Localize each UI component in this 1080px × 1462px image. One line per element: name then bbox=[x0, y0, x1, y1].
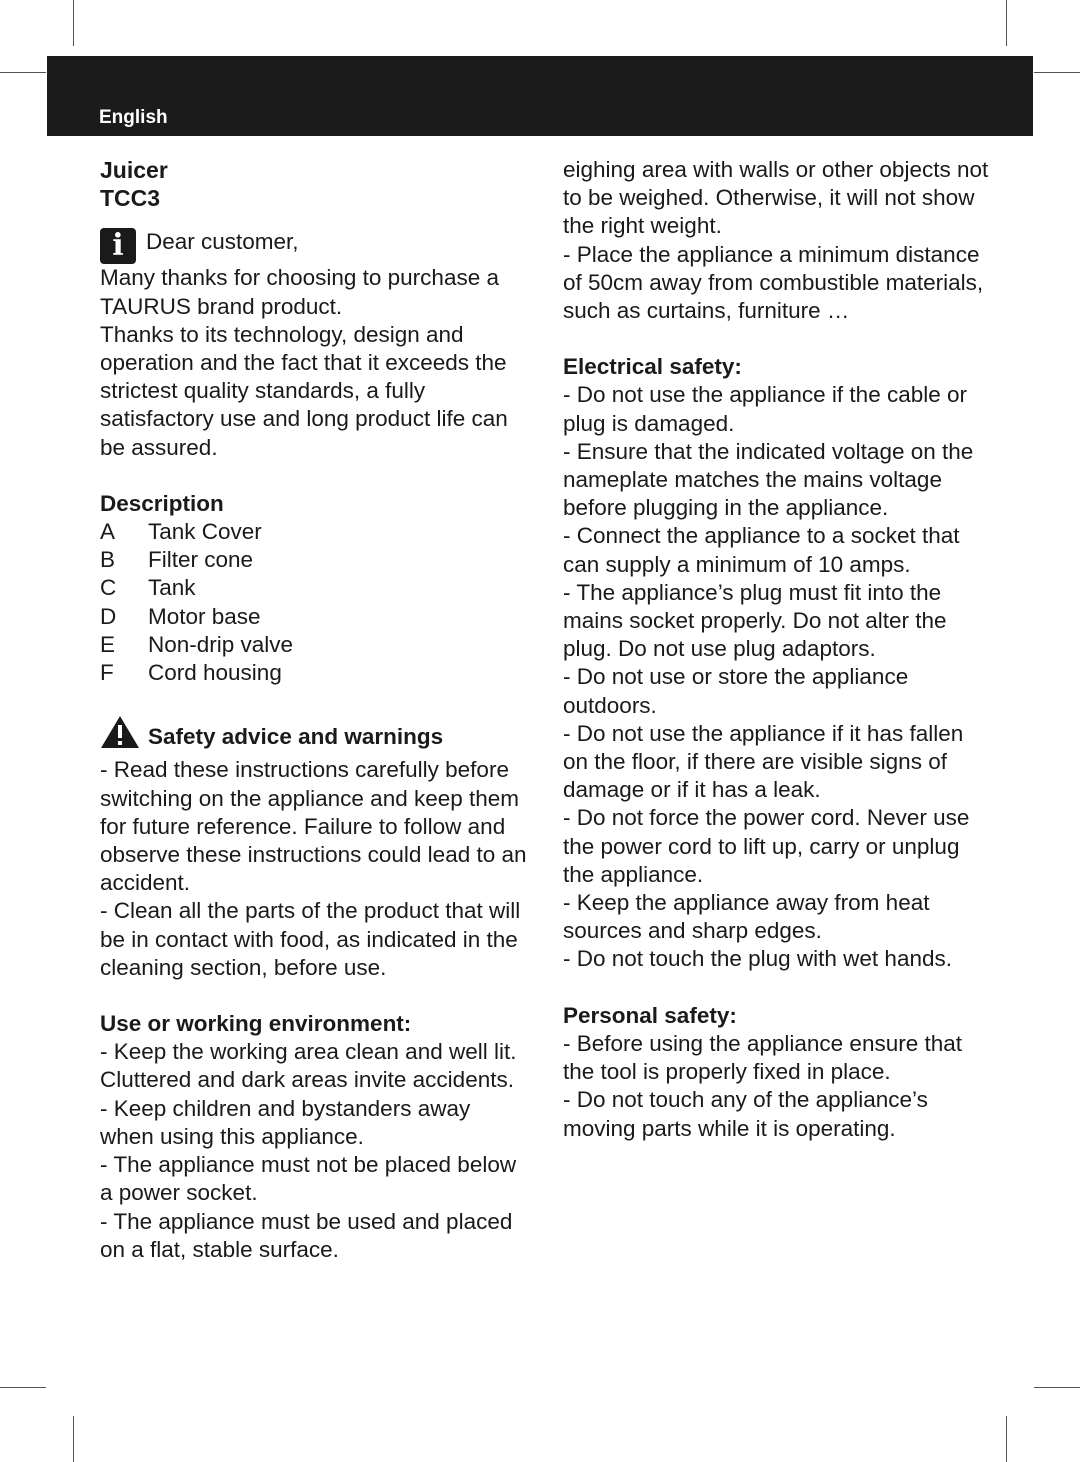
description-item: F Cord housing bbox=[100, 660, 282, 686]
crop-mark bbox=[1034, 72, 1080, 73]
description-item: A Tank Cover bbox=[100, 519, 262, 545]
environment-item: - Keep the working area clean and well lit. Cluttered and dark areas invite accidents. bbox=[100, 1039, 517, 1093]
crop-mark bbox=[73, 1416, 74, 1462]
environment-item: - The appliance must not be placed below a power socket. bbox=[100, 1152, 517, 1206]
electrical-item: - Do not use the appliance if the cable or plug is damaged. bbox=[563, 382, 968, 436]
electrical-item: - Do not touch the plug with wet hands. bbox=[563, 946, 952, 972]
personal-item: - Do not touch any of the appliance’s moving parts while it is operating. bbox=[563, 1087, 928, 1141]
product-model: TCC3 bbox=[100, 185, 161, 212]
environment-item: - The appliance must be used and placed on a flat, stable surface. bbox=[100, 1208, 513, 1262]
electrical-item: - The appliance’s plug must fit into the mains socket properly. Do not alter the plug. Do not use plug adaptors. bbox=[563, 579, 947, 662]
electrical-item: - Ensure that the indicated voltage on the nameplate matches the mains voltage before plugging in the appliance. bbox=[563, 438, 974, 521]
description-item: E Non-drip valve bbox=[100, 631, 294, 657]
electrical-heading: Electrical safety: bbox=[563, 354, 742, 380]
crop-mark bbox=[1006, 0, 1007, 46]
electrical-item: - Connect the appliance to a socket that can supply a minimum of 10 amps. bbox=[563, 523, 960, 577]
crop-mark bbox=[1006, 1416, 1007, 1462]
greeting: Dear customer, bbox=[146, 229, 299, 255]
safety-heading-line bbox=[100, 715, 530, 756]
environment-heading: Use or working environment: bbox=[100, 1011, 412, 1037]
electrical-item: - Do not use the appliance if it has fallen on the floor, if there are visible signs of damage or if it has a leak. bbox=[563, 720, 964, 803]
greeting-line bbox=[100, 228, 530, 264]
intro-paragraph: Many thanks for choosing to purchase a TAURUS brand product. bbox=[100, 265, 499, 319]
crop-mark bbox=[0, 72, 46, 73]
header-band bbox=[47, 56, 1033, 136]
intro-paragraph: Thanks to its technology, design and operation and the fact that it exceeds the strictest quality standards, a fully satisfactory use and long product life can be assured. bbox=[100, 321, 508, 460]
electrical-item: - Do not force the power cord. Never use the power cord to lift up, carry or unplug the appliance. bbox=[563, 805, 970, 887]
crop-mark bbox=[0, 1387, 46, 1388]
electrical-item: - Keep the appliance away from heat sources and sharp edges. bbox=[563, 890, 930, 944]
safety-item: - Read these instructions carefully before switching on the appliance and keep them for future reference. Failure to follow and observe these instructions could lead to an accident. bbox=[100, 757, 527, 896]
description-item: D Motor base bbox=[100, 603, 261, 629]
electrical-item: - Do not use or store the appliance outdoors. bbox=[563, 664, 909, 718]
safety-item: - Clean all the parts of the product that will be in contact with food, as indicated in the cleaning section, before use. bbox=[100, 898, 521, 980]
personal-heading: Personal safety: bbox=[563, 1002, 737, 1028]
warning-icon bbox=[100, 715, 140, 756]
description-heading: Description bbox=[100, 490, 224, 516]
personal-item: - Before using the appliance ensure that the tool is properly fixed in place. bbox=[563, 1030, 963, 1085]
left-column bbox=[100, 156, 530, 1264]
right-column bbox=[563, 156, 993, 1143]
product-name: Juicer bbox=[100, 157, 168, 183]
environment-item: eighing area with walls or other objects not to be weighed. Otherwise, it will not show the right weight. bbox=[563, 157, 989, 239]
language-label: English bbox=[99, 107, 168, 128]
crop-mark bbox=[1034, 1387, 1080, 1388]
info-icon: i bbox=[100, 228, 136, 264]
crop-mark bbox=[73, 0, 74, 46]
environment-item: - Keep children and bystanders away when using this appliance. bbox=[100, 1095, 471, 1149]
environment-item: - Place the appliance a minimum distance of 50cm away from combustible materials, such as curtains, furniture … bbox=[563, 241, 984, 324]
description-item: B Filter cone bbox=[100, 547, 254, 573]
description-item: C Tank bbox=[100, 575, 196, 601]
safety-heading: Safety advice and warnings bbox=[148, 724, 444, 750]
